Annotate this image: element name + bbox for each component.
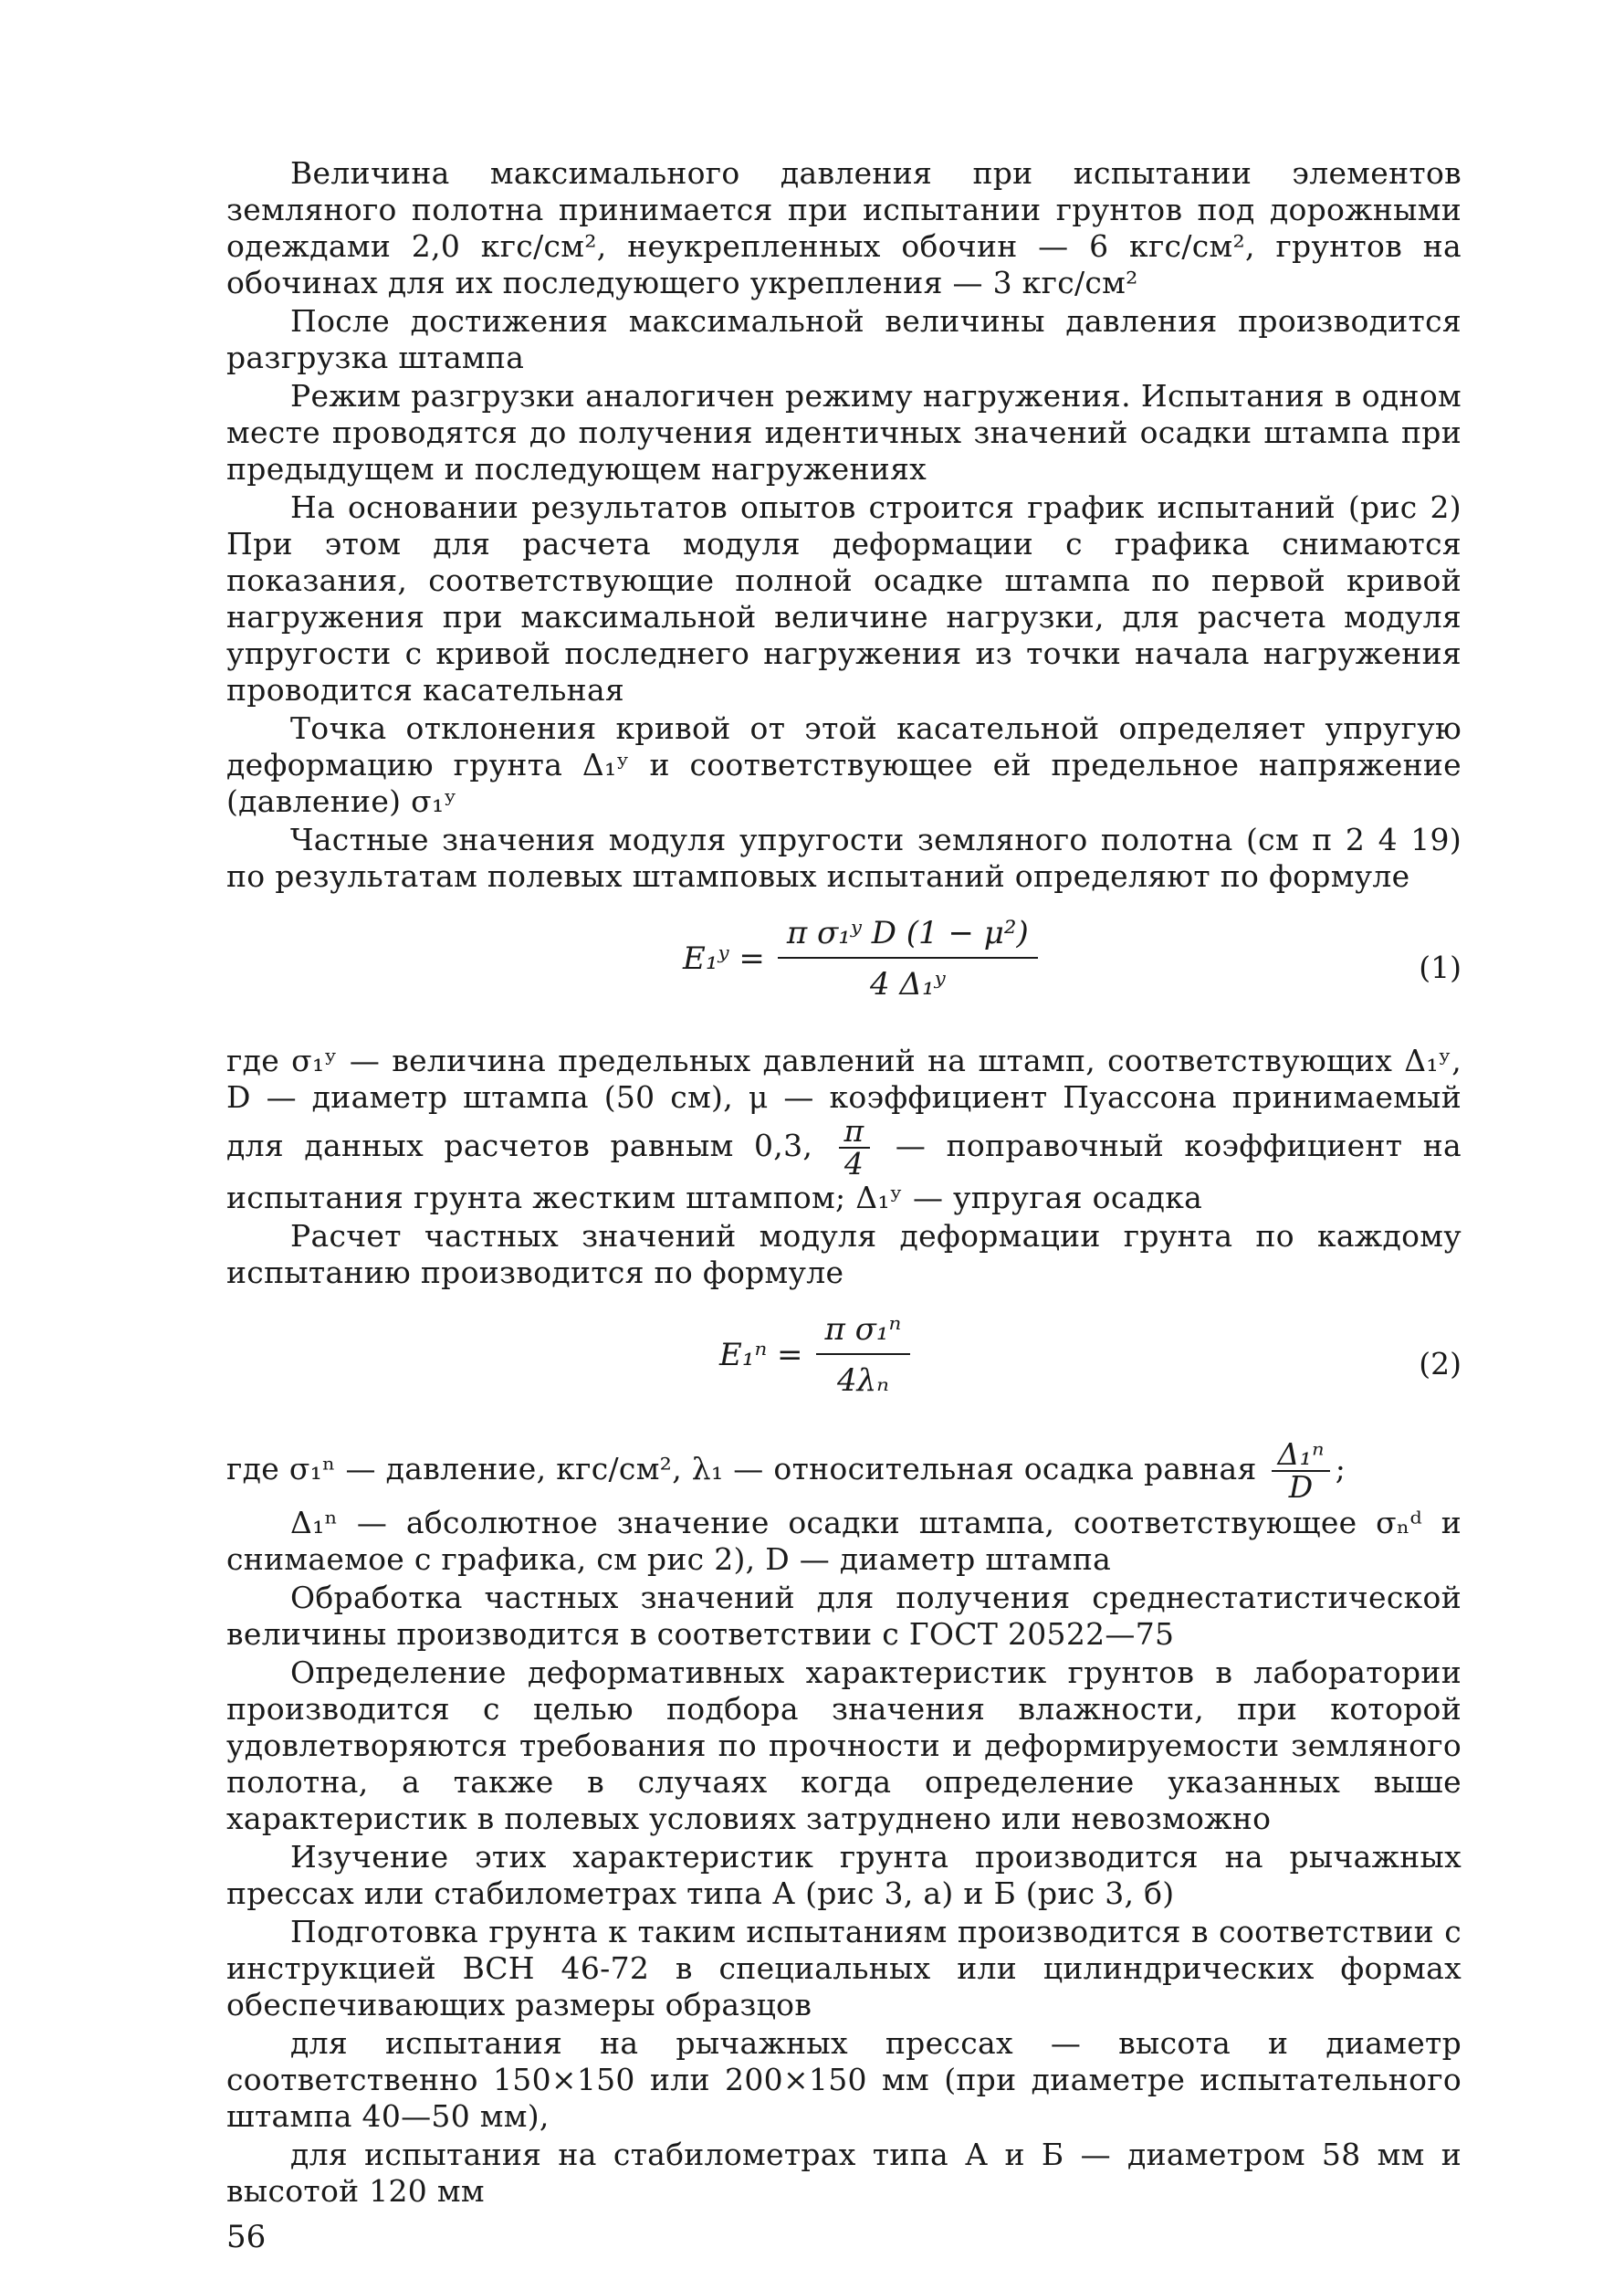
formula-1-numerator: π σ₁ʸ D (1 − μ²): [778, 915, 1038, 959]
paragraph-unloading: После достижения максимальной величины давления производится разгрузка штампа: [226, 303, 1462, 375]
legend-1-part-a: где σ₁ʸ — величина предельных давлений на штамп, соответствующих Δ₁ʸ, D — диаметр штампа (50 см), μ — коэффициент Пуассона принимаемый для данных расчетов равным 0,3,: [226, 1043, 1462, 1163]
formula-2: [226, 1311, 1462, 1421]
delta-over-d-denominator: D: [1288, 1469, 1314, 1505]
paragraph-soil-preparation: Подготовка грунта к таким испытаниям производится в соответствии с инструкцией ВСН 46-72 в специальных или цилиндрических формах обеспечивающих размеры образцов: [226, 1914, 1462, 2022]
paragraph-lab-characteristics: Определение деформативных характеристик грунтов в лаборатории производится с целью подбора значения влажности, при которой удовлетворяются требования по прочности и деформируемости земляного полотна, а также в случаях когда определение указанных выше характеристик в полевых условиях затруднено или невозможно: [226, 1654, 1462, 1836]
formula-2-denominator: 4λₙ: [836, 1362, 889, 1399]
formula-2-fraction: [816, 1311, 911, 1399]
paragraph-elastic-modulus-intro: Частные значения модуля упругости земляного полотна (см п 2 4 19) по результатам полевых штамповых испытаний определяют по формуле: [226, 822, 1462, 894]
formula-2-numerator: π σ₁ⁿ: [816, 1311, 911, 1355]
paragraph-formula-1-legend: [226, 1043, 1462, 1216]
formula-1-denominator: 4 Δ₁ʸ: [869, 966, 946, 1003]
formula-1-number: (1): [1419, 950, 1462, 985]
formula-2-lhs: E₁ⁿ =: [719, 1337, 803, 1373]
page-number: 56: [226, 2219, 267, 2255]
delta-over-d-tail: ;: [1335, 1451, 1346, 1486]
paragraph-statistics: Обработка частных значений для получения среднестатистической величины производится в соответствии с ГОСТ 20522—75: [226, 1580, 1462, 1652]
paragraph-deviation-point: Точка отклонения кривой от этой касательной определяет упругую деформацию грунта Δ₁ʸ и соответствующее ей предельное напряжение (давление) σ₁ʸ: [226, 710, 1462, 819]
paragraph-presses-stabilometers: Изучение этих характеристик грунта производится на рычажных прессах или стабилометрах типа А (рис 3, а) и Б (рис 3, б): [226, 1839, 1462, 1911]
paragraph-max-pressure: Величина максимального давления при испытании элементов земляного полотна принимается при испытании грунтов под дорожными одеждами 2,0 кгс/см², неукрепленных обочин — 6 кгс/см², грунтов на обочинах для их последующего укрепления — 3 кгс/см²: [226, 155, 1462, 300]
paragraph-deformation-modulus-intro: Расчет частных значений модуля деформации грунта по каждому испытанию производится по формуле: [226, 1218, 1462, 1290]
formula-2-number: (2): [1419, 1346, 1462, 1381]
paragraph-stabilometer-sizes: для испытания на стабилометрах типа А и Б — диаметром 58 мм и высотой 120 мм: [226, 2137, 1462, 2209]
legend-2-part-a: где σ₁ⁿ — давление, кгс/см², λ₁ — относительная осадка равная: [226, 1451, 1257, 1486]
delta-over-d-numerator: Δ₁ⁿ: [1272, 1439, 1329, 1472]
paragraph-unloading-mode: Режим разгрузки аналогичен режиму нагружения. Испытания в одном месте проводятся до получения идентичных значений осадки штампа при предыдущем и последующем нагружениях: [226, 378, 1462, 487]
formula-1: [226, 915, 1462, 1024]
paragraph-formula-2-legend: [226, 1436, 1462, 1505]
pi-over-4-fraction: [839, 1113, 870, 1182]
pi-over-4-numerator: π: [839, 1116, 870, 1149]
paragraph-lever-press-sizes: для испытания на рычажных прессах — высота и диаметр соответственно 150×150 или 200×150 мм (при диаметре испытательного штампа 40—50 мм),: [226, 2025, 1462, 2134]
delta-over-d-fraction: [1272, 1436, 1329, 1505]
formula-2-body: [719, 1311, 910, 1399]
paragraph-test-graph: На основании результатов опытов строится график испытаний (рис 2) При этом для расчета модуля деформации с графика снимаются показания, соответствующие полной осадке штампа по первой кривой нагружения при максимальной величине нагрузки, для расчета модуля упругости с кривой последнего нагружения из точки начала нагружения проводится касательная: [226, 489, 1462, 708]
formula-1-lhs: E₁ʸ =: [683, 940, 765, 977]
paragraph-absolute-settlement: Δ₁ⁿ — абсолютное значение осадки штампа, соответствующее σₙᵈ и снимаемое с графика, см рис 2), D — диаметр штампа: [226, 1505, 1462, 1577]
formula-1-body: [683, 915, 1038, 1003]
legend-1-part-b: — поправочный коэффициент на испытания грунта жестким штампом; Δ₁ʸ — упругая осадка: [226, 1128, 1462, 1215]
pi-over-4-denominator: 4: [843, 1146, 864, 1182]
formula-1-fraction: [778, 915, 1038, 1003]
